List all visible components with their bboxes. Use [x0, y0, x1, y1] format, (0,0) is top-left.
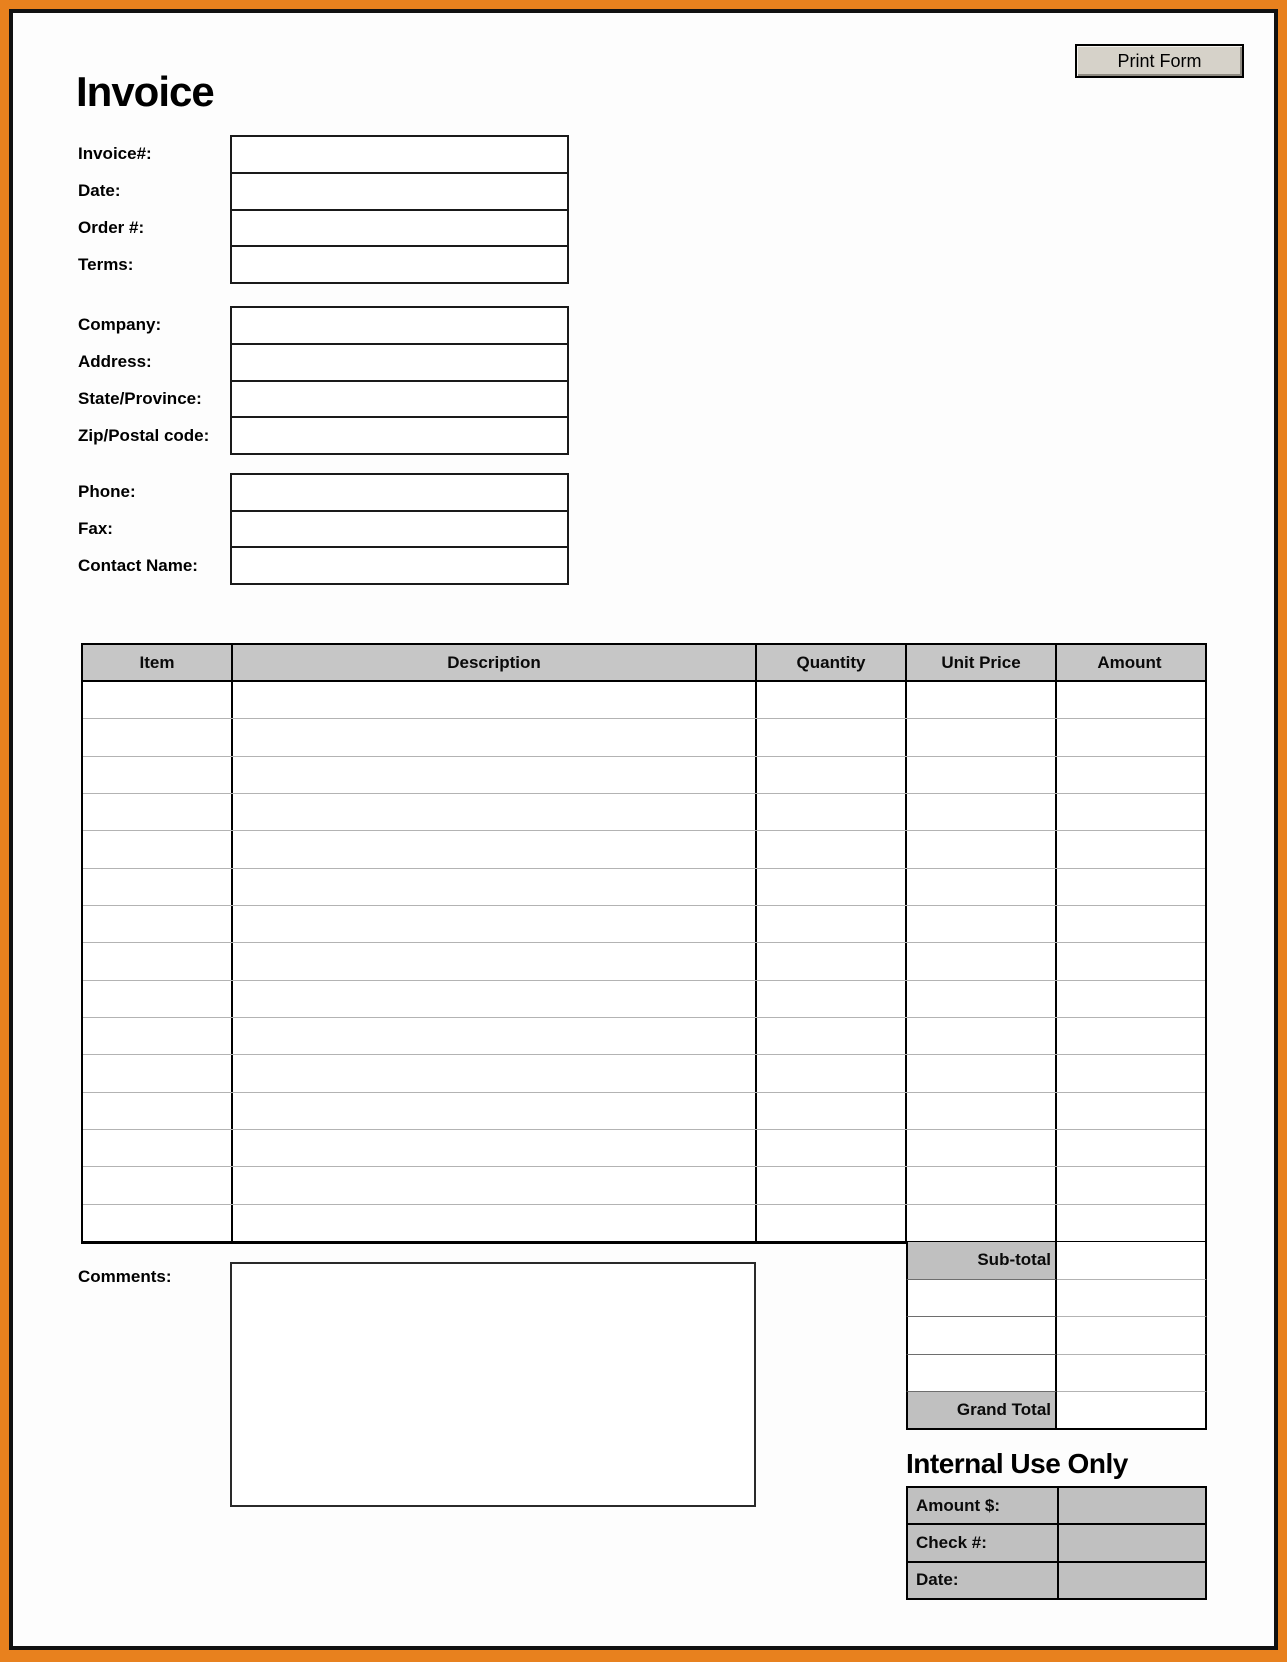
grand-total-value-cell[interactable] — [1057, 1392, 1207, 1430]
company-label: Company: — [78, 314, 162, 334]
items-cell-r4-c3[interactable] — [755, 794, 905, 830]
items-cell-r12-c3[interactable] — [755, 1093, 905, 1129]
items-cell-r5-c5[interactable] — [1055, 831, 1202, 867]
items-cell-r12-c1[interactable] — [83, 1093, 231, 1129]
items-cell-r6-c5[interactable] — [1055, 869, 1202, 905]
totals-blank-3-label — [906, 1355, 1057, 1393]
items-cell-r10-c4[interactable] — [905, 1018, 1055, 1054]
items-table-body — [83, 682, 1205, 1241]
items-cell-r2-c1[interactable] — [83, 719, 231, 755]
items-cell-r2-c4[interactable] — [905, 719, 1055, 755]
items-table-header — [83, 645, 1205, 682]
date-label: Date: — [78, 180, 121, 200]
items-cell-r6-c3[interactable] — [755, 869, 905, 905]
items-cell-r9-c5[interactable] — [1055, 981, 1202, 1017]
items-cell-r3-c4[interactable] — [905, 757, 1055, 793]
items-cell-r7-c4[interactable] — [905, 906, 1055, 942]
totals-section — [906, 1242, 1207, 1430]
items-cell-r9-c1[interactable] — [83, 981, 231, 1017]
comments-input[interactable] — [232, 1264, 754, 1505]
items-cell-r4-c4[interactable] — [905, 794, 1055, 830]
items-cell-r11-c4[interactable] — [905, 1055, 1055, 1091]
items-row-3 — [83, 756, 1205, 793]
items-cell-r8-c2[interactable] — [231, 943, 755, 979]
internal-amount-label: Amount $: — [916, 1495, 1001, 1515]
comments-label: Comments: — [78, 1266, 172, 1286]
totals-blank-1-value-cell[interactable] — [1057, 1280, 1207, 1318]
items-cell-r10-c1[interactable] — [83, 1018, 231, 1054]
items-cell-r5-c4[interactable] — [905, 831, 1055, 867]
items-cell-r9-c4[interactable] — [905, 981, 1055, 1017]
zip-postal-code-field[interactable] — [232, 416, 567, 453]
items-cell-r2-c2[interactable] — [231, 719, 755, 755]
items-row-10 — [83, 1017, 1205, 1054]
items-cell-r11-c1[interactable] — [83, 1055, 231, 1091]
phone-field[interactable] — [232, 475, 567, 510]
items-row-12 — [83, 1092, 1205, 1129]
print-form-button[interactable]: Print Form — [1075, 44, 1244, 78]
items-header-item: Item — [139, 652, 175, 672]
items-cell-r1-c1[interactable] — [83, 682, 231, 718]
items-cell-r6-c2[interactable] — [231, 869, 755, 905]
totals-blank-2-row — [906, 1317, 1207, 1355]
internal-check-row — [908, 1523, 1205, 1560]
items-cell-r3-c5[interactable] — [1055, 757, 1202, 793]
items-cell-r13-c1[interactable] — [83, 1130, 231, 1166]
items-cell-r14-c2[interactable] — [231, 1167, 755, 1203]
items-cell-r5-c1[interactable] — [83, 831, 231, 867]
grand-total-row — [906, 1392, 1207, 1430]
items-cell-r11-c2[interactable] — [231, 1055, 755, 1091]
totals-blank-3-value-cell[interactable] — [1057, 1355, 1207, 1393]
items-cell-r6-c1[interactable] — [83, 869, 231, 905]
items-row-11 — [83, 1054, 1205, 1091]
items-cell-r8-c3[interactable] — [755, 943, 905, 979]
field-box-group — [230, 135, 569, 284]
items-cell-r5-c2[interactable] — [231, 831, 755, 867]
sub-total-value-cell[interactable] — [1057, 1242, 1207, 1280]
items-cell-r8-c1[interactable] — [83, 943, 231, 979]
items-header-unit-price: Unit Price — [905, 645, 1055, 680]
items-cell-r15-c4[interactable] — [905, 1205, 1055, 1241]
totals-blank-2-label — [906, 1317, 1057, 1355]
items-cell-r10-c5[interactable] — [1055, 1018, 1202, 1054]
totals-blank-1-label — [906, 1280, 1057, 1318]
internal-check-field[interactable] — [1057, 1525, 1205, 1560]
terms-field[interactable] — [232, 245, 567, 282]
field-box-group — [230, 473, 569, 585]
terms-label: Terms: — [78, 255, 134, 275]
items-row-8 — [83, 942, 1205, 979]
items-cell-r8-c4[interactable] — [905, 943, 1055, 979]
state-province-field[interactable] — [232, 380, 567, 417]
internal-check-label: Check #: — [916, 1532, 987, 1552]
field-box-group — [230, 306, 569, 455]
internal-date-row — [908, 1561, 1205, 1598]
address-label: Address: — [78, 351, 152, 371]
items-cell-r10-c2[interactable] — [231, 1018, 755, 1054]
zip-postal-code-label: Zip/Postal code: — [78, 426, 210, 446]
items-row-13 — [83, 1129, 1205, 1166]
internal-date-field[interactable] — [1057, 1563, 1205, 1598]
items-cell-r12-c4[interactable] — [905, 1093, 1055, 1129]
date-field[interactable] — [232, 172, 567, 209]
items-cell-r3-c3[interactable] — [755, 757, 905, 793]
sub-total-label: Sub-total — [906, 1242, 1057, 1280]
state-province-label: State/Province: — [78, 389, 202, 409]
items-cell-r11-c3[interactable] — [755, 1055, 905, 1091]
internal-amount-field[interactable] — [1057, 1488, 1205, 1523]
address-field[interactable] — [232, 343, 567, 380]
order-number-field[interactable] — [232, 209, 567, 246]
comments-box — [230, 1262, 756, 1507]
items-cell-r4-c1[interactable] — [83, 794, 231, 830]
items-cell-r3-c1[interactable] — [83, 757, 231, 793]
items-cell-r14-c1[interactable] — [83, 1167, 231, 1203]
contact-name-field[interactable] — [232, 546, 567, 583]
items-cell-r12-c5[interactable] — [1055, 1093, 1202, 1129]
order-number-label: Order #: — [78, 218, 145, 238]
items-cell-r4-c5[interactable] — [1055, 794, 1202, 830]
items-cell-r6-c4[interactable] — [905, 869, 1055, 905]
items-cell-r2-c3[interactable] — [755, 719, 905, 755]
items-row-4 — [83, 793, 1205, 830]
items-cell-r13-c4[interactable] — [905, 1130, 1055, 1166]
items-cell-r9-c2[interactable] — [231, 981, 755, 1017]
totals-blank-2-value-cell[interactable] — [1057, 1317, 1207, 1355]
invoice-number-field[interactable] — [232, 137, 567, 172]
items-cell-r7-c3[interactable] — [755, 906, 905, 942]
internal-amount-row — [908, 1488, 1205, 1523]
items-row-6 — [83, 868, 1205, 905]
items-cell-r11-c5[interactable] — [1055, 1055, 1202, 1091]
items-row-9 — [83, 980, 1205, 1017]
totals-blank-3-row — [906, 1355, 1207, 1393]
items-cell-r7-c5[interactable] — [1055, 906, 1202, 942]
items-cell-r14-c5[interactable] — [1055, 1167, 1202, 1203]
items-cell-r1-c5[interactable] — [1055, 682, 1202, 718]
items-cell-r15-c2[interactable] — [231, 1205, 755, 1241]
items-cell-r15-c1[interactable] — [83, 1205, 231, 1241]
phone-label: Phone: — [78, 481, 136, 501]
totals-blank-1-row — [906, 1280, 1207, 1318]
items-cell-r5-c3[interactable] — [755, 831, 905, 867]
invoice-number-label: Invoice#: — [78, 143, 152, 163]
items-cell-r15-c5[interactable] — [1055, 1205, 1202, 1241]
internal-date-label: Date: — [916, 1570, 959, 1590]
items-header-amount: Amount — [1055, 645, 1202, 680]
items-cell-r14-c3[interactable] — [755, 1167, 905, 1203]
items-cell-r1-c3[interactable] — [755, 682, 905, 718]
grand-total-label: Grand Total — [906, 1392, 1057, 1430]
company-field[interactable] — [232, 308, 567, 343]
items-cell-r7-c2[interactable] — [231, 906, 755, 942]
items-cell-r14-c4[interactable] — [905, 1167, 1055, 1203]
items-cell-r13-c3[interactable] — [755, 1130, 905, 1166]
items-cell-r15-c3[interactable] — [755, 1205, 905, 1241]
items-header-quantity: Quantity — [755, 645, 905, 680]
items-table — [81, 643, 1207, 1244]
contact-name-label: Contact Name: — [78, 556, 198, 576]
items-row-7 — [83, 905, 1205, 942]
items-cell-r13-c2[interactable] — [231, 1130, 755, 1166]
items-cell-r8-c5[interactable] — [1055, 943, 1202, 979]
items-cell-r10-c3[interactable] — [755, 1018, 905, 1054]
items-row-5 — [83, 830, 1205, 867]
items-cell-r1-c4[interactable] — [905, 682, 1055, 718]
sub-total-row — [906, 1242, 1207, 1280]
fax-label: Fax: — [78, 518, 113, 538]
items-row-1 — [83, 682, 1205, 718]
items-row-14 — [83, 1166, 1205, 1203]
page-title: Invoice — [76, 68, 214, 115]
items-header-description: Description — [231, 645, 755, 680]
items-cell-r13-c5[interactable] — [1055, 1130, 1202, 1166]
items-row-2 — [83, 718, 1205, 755]
items-cell-r7-c1[interactable] — [83, 906, 231, 942]
items-cell-r2-c5[interactable] — [1055, 719, 1202, 755]
items-cell-r3-c2[interactable] — [231, 757, 755, 793]
internal-use-table — [906, 1486, 1207, 1600]
items-cell-r12-c2[interactable] — [231, 1093, 755, 1129]
items-row-15 — [83, 1204, 1205, 1241]
fax-field[interactable] — [232, 510, 567, 547]
internal-use-heading: Internal Use Only — [906, 1448, 1128, 1479]
items-cell-r1-c2[interactable] — [231, 682, 755, 718]
items-cell-r9-c3[interactable] — [755, 981, 905, 1017]
items-cell-r4-c2[interactable] — [231, 794, 755, 830]
